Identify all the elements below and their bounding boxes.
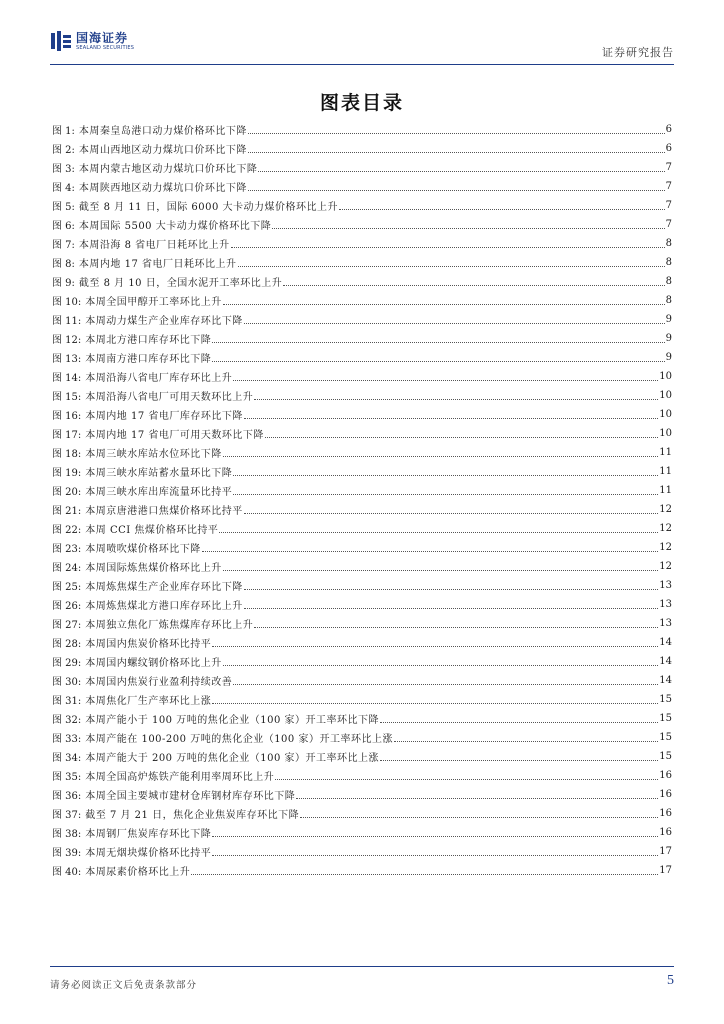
- page-footer: [50, 966, 674, 997]
- toc-figure-title: 本周国际 5500 大卡动力煤价格环比下降: [78, 221, 272, 232]
- toc-entry[interactable]: [52, 310, 672, 329]
- toc-leader-dots: [380, 721, 658, 723]
- toc-leader-dots: [394, 740, 658, 742]
- toc-figure-title: 本周炼焦煤生产企业库存环比下降: [85, 582, 243, 593]
- toc-figure-label: 图 39:: [52, 848, 82, 859]
- toc-figure-title: 本周沿海 8 省电厂日耗环比上升: [78, 240, 230, 251]
- toc-entry[interactable]: [52, 272, 672, 291]
- toc-figure-label: 图 13:: [52, 354, 82, 365]
- toc-entry[interactable]: [52, 576, 672, 595]
- toc-figure-label: 图 11:: [52, 316, 82, 327]
- toc-entry[interactable]: [52, 823, 672, 842]
- toc-figure-title: 本周炼焦煤北方港口库存环比上升: [85, 601, 243, 612]
- toc-leader-dots: [300, 816, 658, 818]
- toc-figure-label: 图 4:: [52, 183, 75, 194]
- toc-page-number: 8: [665, 295, 672, 306]
- toc-leader-dots: [283, 284, 664, 286]
- toc-leader-dots: [212, 645, 658, 647]
- toc-page-number: 10: [659, 390, 672, 401]
- toc-entry[interactable]: [52, 804, 672, 823]
- toc-figure-label: 图 16:: [52, 411, 82, 422]
- toc-leader-dots: [275, 778, 658, 780]
- toc-figure-label: 图 14:: [52, 373, 82, 384]
- toc-leader-dots: [233, 474, 658, 476]
- toc-page-number: 7: [665, 200, 672, 211]
- toc-entry[interactable]: [52, 234, 672, 253]
- toc-leader-dots: [244, 322, 665, 324]
- toc-entry[interactable]: [52, 443, 672, 462]
- toc-page-number: 13: [659, 580, 672, 591]
- toc-figure-title: 本周产能小于 100 万吨的焦化企业（100 家）开工率环比下降: [85, 715, 379, 726]
- toc-page-number: 11: [659, 466, 672, 477]
- toc-leader-dots: [212, 835, 658, 837]
- toc-entry[interactable]: [52, 747, 672, 766]
- toc-figure-title: 本周三峡水库出库流量环比持平: [85, 487, 233, 498]
- toc-figure-label: 图 9:: [52, 278, 75, 289]
- toc-figure-title: 本周内地 17 省电厂日耗环比上升: [78, 259, 237, 270]
- toc-figure-label: 图 26:: [52, 601, 82, 612]
- toc-page-number: 7: [665, 162, 672, 173]
- toc-figure-title: 本周焦化厂生产率环比上涨: [85, 696, 212, 707]
- toc-figure-label: 图 12:: [52, 335, 82, 346]
- toc-figure-label: 图 24:: [52, 563, 82, 574]
- toc-entry[interactable]: [52, 785, 672, 804]
- toc-figure-label: 图 33:: [52, 734, 82, 745]
- toc-figure-label: 图 32:: [52, 715, 82, 726]
- toc-figure-label: 图 8:: [52, 259, 75, 270]
- toc-figure-title: 本周无烟块煤价格环比持平: [85, 848, 212, 859]
- toc-leader-dots: [212, 702, 658, 704]
- toc-page-number: 16: [659, 808, 672, 819]
- toc-figure-title: 截至 8 月 10 日，全国水泥开工率环比上升: [78, 278, 283, 289]
- toc-page-number: 8: [665, 257, 672, 268]
- toc-page-number: 14: [659, 675, 672, 686]
- toc-entry[interactable]: [52, 614, 672, 633]
- toc-figure-title: 本周国际炼焦煤价格环比上升: [85, 563, 222, 574]
- toc-figure-label: 图 6:: [52, 221, 75, 232]
- toc-page-number: 10: [659, 409, 672, 420]
- company-logo: [50, 30, 134, 52]
- toc-page-number: 10: [659, 371, 672, 382]
- toc-figure-title: 本周山西地区动力煤坑口价环比下降: [78, 145, 247, 156]
- toc-leader-dots: [244, 512, 658, 514]
- toc-page-number: 9: [665, 314, 672, 325]
- toc-figure-title: 本周三峡水库站蓄水量环比下降: [85, 468, 233, 479]
- toc-figure-label: 图 38:: [52, 829, 82, 840]
- toc-figure-label: 图 29:: [52, 658, 82, 669]
- toc-entry[interactable]: [52, 177, 672, 196]
- toc-figure-title: 本周全国高炉炼铁产能利用率周环比上升: [85, 772, 275, 783]
- toc-figure-title: 本周内蒙古地区动力煤坑口价环比下降: [78, 164, 258, 175]
- toc-page-number: 11: [659, 447, 672, 458]
- toc-entry[interactable]: [52, 500, 672, 519]
- toc-page-number: 17: [659, 865, 672, 876]
- toc-figure-title: 本周产能在 100-200 万吨的焦化企业（100 家）开工率环比上涨: [85, 734, 393, 745]
- toc-figure-title: 本周全国甲醇开工率环比上升: [85, 297, 222, 308]
- toc-entry[interactable]: [52, 766, 672, 785]
- toc-figure-label: 图 3:: [52, 164, 75, 175]
- toc-figure-title: 本周国内焦炭价格环比持平: [85, 639, 212, 650]
- toc-entry[interactable]: [52, 348, 672, 367]
- toc-page-number: 12: [659, 542, 672, 553]
- table-of-figures: [52, 120, 672, 880]
- toc-figure-label: 图 10:: [52, 297, 82, 308]
- toc-page-number: 13: [659, 599, 672, 610]
- toc-page-number: 7: [665, 219, 672, 230]
- toc-figure-title: 本周尿素价格环比上升: [85, 867, 191, 878]
- toc-leader-dots: [202, 550, 658, 552]
- toc-leader-dots: [233, 493, 658, 495]
- toc-entry[interactable]: [52, 158, 672, 177]
- toc-figure-label: 图 27:: [52, 620, 82, 631]
- toc-figure-label: 图 1:: [52, 126, 75, 137]
- toc-entry[interactable]: [52, 671, 672, 690]
- toc-figure-title: 本周沿海八省电厂库存环比上升: [85, 373, 233, 384]
- toc-figure-title: 本周内地 17 省电厂库存环比下降: [85, 411, 243, 422]
- logo-cn-text: 国海证券: [76, 30, 129, 45]
- toc-entry[interactable]: [52, 367, 672, 386]
- toc-figure-title: 本周动力煤生产企业库存环比下降: [85, 316, 243, 327]
- toc-leader-dots: [212, 341, 664, 343]
- toc-figure-label: 图 21:: [52, 506, 82, 517]
- toc-leader-dots: [212, 854, 658, 856]
- toc-figure-title: 本周北方港口库存环比下降: [85, 335, 212, 346]
- toc-leader-dots: [223, 664, 658, 666]
- toc-figure-title: 本周南方港口库存环比下降: [85, 354, 212, 365]
- toc-figure-label: 图 37:: [52, 810, 82, 821]
- toc-entry[interactable]: [52, 405, 672, 424]
- logo-en-text: SEALAND SECURITIES: [76, 44, 135, 51]
- toc-figure-label: 图 28:: [52, 639, 82, 650]
- toc-figure-label: 图 34:: [52, 753, 82, 764]
- toc-figure-title: 本周独立焦化厂炼焦煤库存环比上升: [85, 620, 254, 631]
- toc-entry[interactable]: [52, 842, 672, 861]
- toc-entry[interactable]: [52, 462, 672, 481]
- toc-figure-title: 截至 8 月 11 日，国际 6000 大卡动力煤价格环比上升: [78, 202, 339, 213]
- toc-page-number: 16: [659, 770, 672, 781]
- toc-figure-label: 图 23:: [52, 544, 82, 555]
- toc-leader-dots: [248, 189, 665, 191]
- toc-entry[interactable]: [52, 253, 672, 272]
- toc-leader-dots: [244, 607, 658, 609]
- toc-leader-dots: [248, 132, 665, 134]
- toc-figure-label: 图 20:: [52, 487, 82, 498]
- toc-figure-title: 本周钢厂焦炭库存环比下降: [85, 829, 212, 840]
- toc-page-number: 13: [659, 618, 672, 629]
- toc-page-number: 9: [665, 333, 672, 344]
- toc-figure-title: 本周秦皇岛港口动力煤价格环比下降: [78, 126, 247, 137]
- toc-figure-label: 图 25:: [52, 582, 82, 593]
- toc-entry[interactable]: [52, 861, 672, 880]
- toc-entry[interactable]: [52, 538, 672, 557]
- toc-leader-dots: [258, 170, 664, 172]
- toc-page-number: 12: [659, 504, 672, 515]
- toc-leader-dots: [223, 569, 658, 571]
- toc-page-number: 15: [659, 713, 672, 724]
- toc-page-number: 10: [659, 428, 672, 439]
- toc-figure-label: 图 15:: [52, 392, 82, 403]
- toc-figure-title: 本周国内焦炭行业盈利持续改善: [85, 677, 233, 688]
- toc-figure-label: 图 19:: [52, 468, 82, 479]
- toc-figure-label: 图 40:: [52, 867, 82, 878]
- toc-figure-label: 图 2:: [52, 145, 75, 156]
- toc-page-number: 12: [659, 561, 672, 572]
- toc-leader-dots: [272, 227, 664, 229]
- toc-entry[interactable]: [52, 709, 672, 728]
- toc-page-number: 14: [659, 637, 672, 648]
- toc-figure-title: 截至 7 月 21 日，焦化企业焦炭库存环比下降: [85, 810, 300, 821]
- toc-page-number: 6: [665, 124, 672, 135]
- toc-leader-dots: [223, 455, 658, 457]
- toc-page-number: 17: [659, 846, 672, 857]
- toc-entry[interactable]: [52, 386, 672, 405]
- toc-leader-dots: [244, 588, 658, 590]
- toc-leader-dots: [254, 398, 658, 400]
- toc-entry[interactable]: [52, 595, 672, 614]
- sealand-logo-icon: [50, 30, 72, 52]
- toc-page-number: 15: [659, 751, 672, 762]
- toc-entry[interactable]: [52, 120, 672, 139]
- toc-figure-title: 本周内地 17 省电厂可用天数环比下降: [85, 430, 264, 441]
- page-header: [50, 28, 674, 65]
- toc-page-number: 8: [665, 238, 672, 249]
- toc-leader-dots: [265, 436, 658, 438]
- toc-leader-dots: [380, 759, 658, 761]
- toc-page-number: 16: [659, 827, 672, 838]
- toc-page-number: 14: [659, 656, 672, 667]
- toc-figure-label: 图 7:: [52, 240, 75, 251]
- toc-entry[interactable]: [52, 652, 672, 671]
- toc-leader-dots: [244, 417, 658, 419]
- toc-page-number: 6: [665, 143, 672, 154]
- toc-entry[interactable]: [52, 329, 672, 348]
- toc-entry[interactable]: [52, 481, 672, 500]
- toc-leader-dots: [248, 151, 665, 153]
- toc-figure-label: 图 31:: [52, 696, 82, 707]
- toc-figure-label: 图 30:: [52, 677, 82, 688]
- toc-entry[interactable]: [52, 728, 672, 747]
- toc-figure-label: 图 22:: [52, 525, 82, 536]
- toc-leader-dots: [296, 797, 658, 799]
- toc-entry[interactable]: [52, 139, 672, 158]
- toc-entry[interactable]: [52, 633, 672, 652]
- toc-figure-label: 图 17:: [52, 430, 82, 441]
- toc-page-number: 8: [665, 276, 672, 287]
- toc-page-number: 12: [659, 523, 672, 534]
- toc-entry[interactable]: [52, 557, 672, 576]
- toc-entry[interactable]: [52, 291, 672, 310]
- toc-entry[interactable]: [52, 424, 672, 443]
- toc-leader-dots: [238, 265, 665, 267]
- toc-entry[interactable]: [52, 215, 672, 234]
- toc-page-number: 11: [659, 485, 672, 496]
- disclaimer-text: 请务必阅读正文后免责条款部分: [50, 980, 198, 991]
- toc-figure-label: 图 5:: [52, 202, 75, 213]
- toc-figure-title: 本周 CCI 焦煤价格环比持平: [85, 525, 219, 536]
- toc-figure-title: 本周产能大于 200 万吨的焦化企业（100 家）开工率环比上涨: [85, 753, 379, 764]
- toc-leader-dots: [231, 246, 665, 248]
- toc-leader-dots: [223, 303, 665, 305]
- toc-figure-title: 本周三峡水库站水位环比下降: [85, 449, 222, 460]
- toc-figure-title: 本周国内螺纹钢价格环比上升: [85, 658, 222, 669]
- toc-leader-dots: [212, 360, 664, 362]
- toc-figure-label: 图 35:: [52, 772, 82, 783]
- toc-page-number: 7: [665, 181, 672, 192]
- toc-page-number: 15: [659, 694, 672, 705]
- toc-leader-dots: [233, 379, 658, 381]
- toc-entry[interactable]: [52, 196, 672, 215]
- toc-page-number: 15: [659, 732, 672, 743]
- toc-entry[interactable]: [52, 519, 672, 538]
- toc-leader-dots: [254, 626, 658, 628]
- page-number: 5: [667, 973, 674, 988]
- toc-figure-label: 图 36:: [52, 791, 82, 802]
- toc-leader-dots: [219, 531, 658, 533]
- toc-figure-title: 本周沿海八省电厂可用天数环比上升: [85, 392, 254, 403]
- toc-entry[interactable]: [52, 690, 672, 709]
- toc-figure-title: 本周京唐港港口焦煤价格环比持平: [85, 506, 243, 517]
- report-type-label: 证券研究报告: [602, 46, 674, 59]
- toc-figure-label: 图 18:: [52, 449, 82, 460]
- toc-page-number: 9: [665, 352, 672, 363]
- toc-figure-title: 本周陕西地区动力煤坑口价环比下降: [78, 183, 247, 194]
- toc-page-number: 16: [659, 789, 672, 800]
- toc-leader-dots: [339, 208, 665, 210]
- toc-figure-title: 本周全国主要城市建材仓库钢材库存环比下降: [85, 791, 296, 802]
- toc-figure-title: 本周喷吹煤价格环比下降: [85, 544, 201, 555]
- toc-leader-dots: [233, 683, 658, 685]
- toc-leader-dots: [191, 873, 658, 875]
- page-title: 图表目录: [319, 92, 404, 114]
